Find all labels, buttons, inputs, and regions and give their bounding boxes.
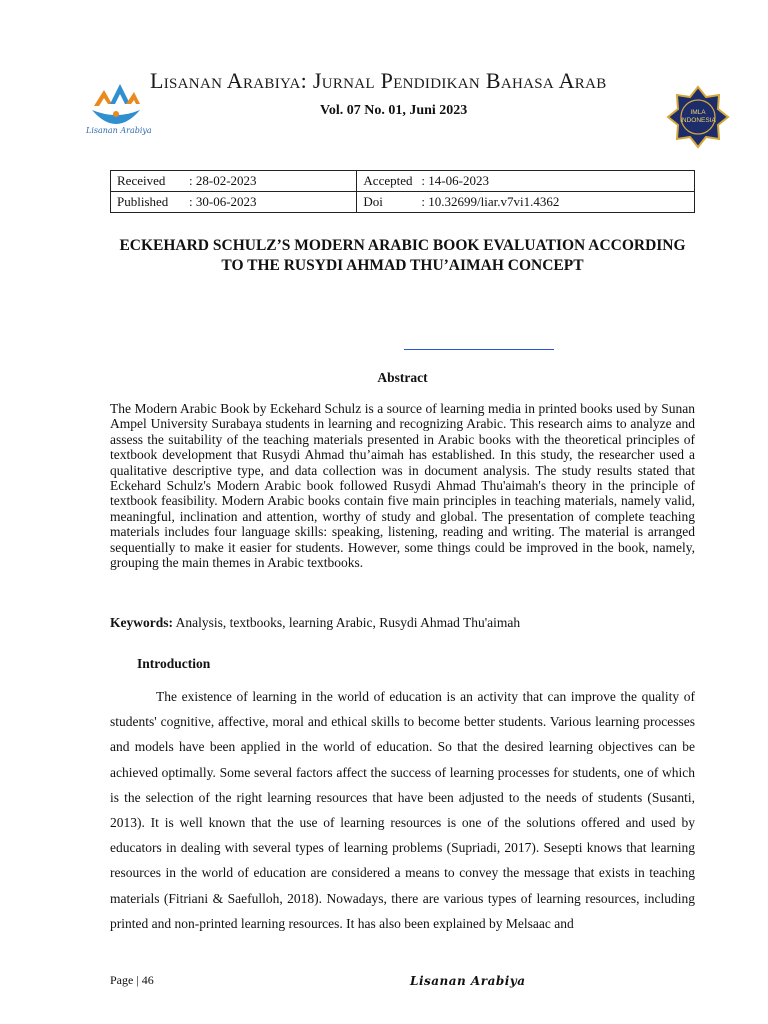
- introduction-body: [110, 684, 695, 936]
- article-info-table: [110, 170, 695, 213]
- volume-info: Vol. 07 No. 01, Juni 2023: [320, 103, 468, 118]
- doi-label: Doi: [363, 194, 383, 209]
- journal-logo: [86, 76, 152, 138]
- abstract-heading: Abstract: [377, 370, 428, 385]
- journal-title: Lisanan Arabiya: Jurnal Pendidikan Bahasa Arab: [150, 68, 607, 93]
- page-number: Page | 46: [110, 973, 154, 987]
- doi-value[interactable]: : 10.32699/liar.v7vi1.4362: [421, 194, 560, 209]
- published-value: : 30-06-2023: [189, 194, 257, 209]
- keywords-label: Keywords:: [110, 615, 173, 630]
- table-row: [111, 171, 695, 192]
- introduction-heading: Introduction: [137, 656, 211, 671]
- imla-badge: [666, 85, 730, 149]
- accepted-value: : 14-06-2023: [421, 173, 489, 188]
- received-label: Received: [117, 173, 166, 188]
- abstract-text: The Modern Arabic Book by Eckehard Schulz is a source of learning media in printed books used by Sunan Ampel University Surabaya students in learning and recognizing Arabic. This research aims to analyze and assess the suitability of the teaching materials presented in Arabic books with the theoretical principles of textbook development that Rusydi Ahmad thu’aimah has established. In this study, the researcher used a qualitative descriptive type, and data collection was in document analysis. The study results stated that Eckehard Schulz's Modern Arabic book followed Rusydi Ahmad Thu'aimah's theory in the principle of textbook feasibility. Modern Arabic books contain five main principles in teaching materials, namely valid, meaningful, inclination and attention, worthy of study and global. The presentation of complete teaching materials includes four language skills: speaking, listening, reading and writing. The material is arranged sequentially to make it easier for students. However, some things could be improved in the book, namely, grouping the main themes in Arabic textbooks.: [110, 401, 695, 571]
- accepted-label: Accepted: [363, 173, 413, 188]
- accepted-cell: [357, 171, 695, 192]
- doi-cell: [357, 192, 695, 213]
- paper-title: ECKEHARD SCHULZ’S MODERN ARABIC BOOK EVALUATION ACCORDING TO THE RUSYDI AHMAD THU’AIMAH CONCEPT: [119, 237, 686, 274]
- published-label: Published: [117, 194, 169, 209]
- received-value: : 28-02-2023: [189, 173, 257, 188]
- footer-journal-name: Lisanan Arabiya: [410, 974, 526, 988]
- table-row: [111, 192, 695, 213]
- badge-text: IMLA INDONESIA: [680, 109, 716, 124]
- published-cell: [111, 192, 357, 213]
- logo-caption: Lisanan Arabiya: [86, 126, 152, 135]
- introduction-paragraph: The existence of learning in the world of education is an activity that can improve the quality of students' cognitive, affective, moral and ethical skills to become better students. Various learning processes and models have been applied in the world of education. So that the desired learning objectives can be achieved optimally. Some several factors affect the success of learning processes for students, one of which is the selection of the right learning resources that have been adjusted to the needs of students (Susanti, 2013). It is well known that the use of learning resources is one of the solutions offered and used by educators in dealing with several types of learning problems (Supriadi, 2017). Sesepti knows that learning resources in the world of education are considered a means to convey the message that exists in teaching materials (Fitriani & Saefulloh, 2018). Nowadays, there are various types of learning resources, including printed and non-printed learning resources. It has also been explained by Melsaac and: [110, 689, 695, 931]
- received-cell: [111, 171, 357, 192]
- hyperlink-underline[interactable]: [404, 349, 554, 350]
- keywords: [110, 615, 695, 631]
- keywords-value: Analysis, textbooks, learning Arabic, Rusydi Ahmad Thu'aimah: [175, 615, 521, 630]
